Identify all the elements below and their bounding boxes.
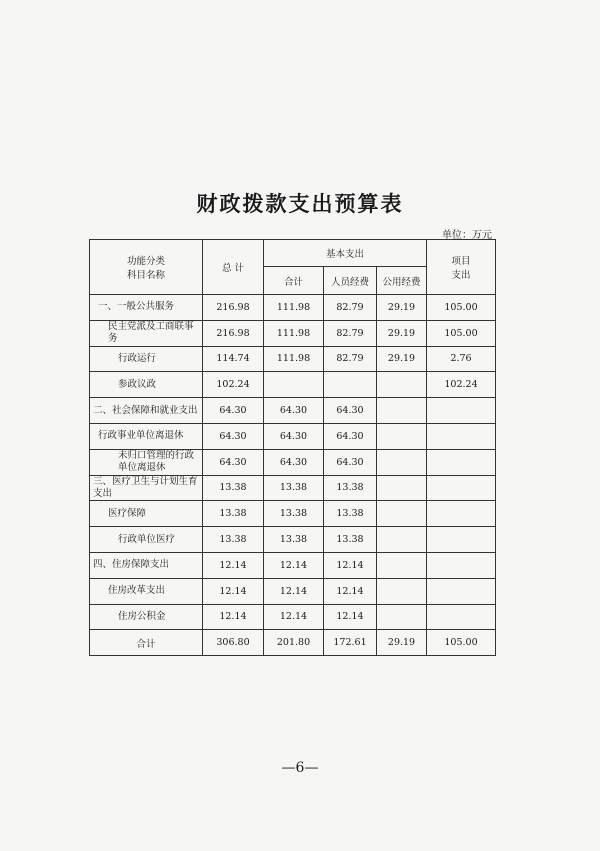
row-project: [427, 423, 496, 449]
row-project: [427, 604, 496, 630]
table-header-row: [90, 240, 496, 267]
row-name: 住房公积金: [90, 604, 203, 630]
header-function-category: 功能分类 科目名称: [90, 240, 203, 295]
row-total: 13.38: [203, 501, 264, 527]
row-name: 住房改革支出: [90, 578, 203, 604]
row-sum: 64.30: [264, 449, 324, 475]
row-sum: 111.98: [264, 295, 324, 321]
row-name: 未归口管理的行政单位离退休: [90, 449, 203, 475]
row-public: [377, 475, 427, 501]
table-row: [90, 423, 496, 449]
row-sum: 111.98: [264, 320, 324, 346]
row-public: [377, 423, 427, 449]
row-personnel: 12.14: [324, 552, 377, 578]
row-total: 114.74: [203, 346, 264, 372]
row-name: 三、医疗卫生与计划生育支出: [90, 475, 203, 501]
row-sum: 64.30: [264, 398, 324, 424]
row-public: 29.19: [377, 295, 427, 321]
row-public: [377, 398, 427, 424]
row-sum: 12.14: [264, 552, 324, 578]
row-project: [427, 475, 496, 501]
row-public: [377, 552, 427, 578]
row-public: [377, 604, 427, 630]
table-row: [90, 527, 496, 553]
header-basic-sum: 合计: [264, 267, 324, 295]
row-sum: 12.14: [264, 578, 324, 604]
row-total: 306.80: [203, 630, 264, 656]
row-personnel: 12.14: [324, 604, 377, 630]
row-project: [427, 552, 496, 578]
row-total: 216.98: [203, 295, 264, 321]
row-project: [427, 501, 496, 527]
row-sum: 13.38: [264, 475, 324, 501]
row-sum: [264, 372, 324, 398]
row-public: 29.19: [377, 630, 427, 656]
header-personnel: 人员经费: [324, 267, 377, 295]
row-project: [427, 449, 496, 475]
row-total: 12.14: [203, 552, 264, 578]
table-row: [90, 372, 496, 398]
row-name: 民主党派及工商联事务: [90, 320, 203, 346]
row-personnel: 64.30: [324, 398, 377, 424]
row-name: 二、社会保障和就业支出: [90, 398, 203, 424]
row-public: [377, 449, 427, 475]
table-row: [90, 398, 496, 424]
row-personnel: 12.14: [324, 578, 377, 604]
row-project: 105.00: [427, 320, 496, 346]
row-personnel: 13.38: [324, 501, 377, 527]
row-total: 12.14: [203, 578, 264, 604]
row-public: [377, 527, 427, 553]
row-personnel: 82.79: [324, 320, 377, 346]
table-row: [90, 346, 496, 372]
row-personnel: 13.38: [324, 475, 377, 501]
row-project: [427, 398, 496, 424]
table-row: [90, 578, 496, 604]
row-name: 行政运行: [90, 346, 203, 372]
row-sum: 13.38: [264, 501, 324, 527]
table-row: [90, 295, 496, 321]
row-project: [427, 527, 496, 553]
table-row: [90, 604, 496, 630]
row-total: 64.30: [203, 398, 264, 424]
row-total: 216.98: [203, 320, 264, 346]
table-total-row: [90, 630, 496, 656]
page-number: —6—: [281, 760, 319, 776]
row-total: 13.38: [203, 475, 264, 501]
table-row: [90, 449, 496, 475]
header-basic-expenditure: 基本支出: [264, 240, 427, 267]
row-personnel: 82.79: [324, 346, 377, 372]
row-project: 2.76: [427, 346, 496, 372]
row-name: 一、一般公共服务: [90, 295, 203, 321]
row-public: 29.19: [377, 320, 427, 346]
row-sum: 201.80: [264, 630, 324, 656]
row-personnel: 82.79: [324, 295, 377, 321]
document-title: 财政拨款支出预算表: [196, 191, 404, 216]
unit-label: 单位：万元: [442, 230, 492, 241]
budget-table: [89, 239, 496, 656]
row-name: 行政单位医疗: [90, 527, 203, 553]
row-public: [377, 372, 427, 398]
row-personnel: [324, 372, 377, 398]
row-total: 102.24: [203, 372, 264, 398]
row-public: [377, 501, 427, 527]
row-public: [377, 578, 427, 604]
table-row: [90, 552, 496, 578]
row-personnel: 13.38: [324, 527, 377, 553]
row-total: 13.38: [203, 527, 264, 553]
row-name: 合计: [90, 630, 203, 656]
table-row: [90, 501, 496, 527]
row-personnel: 172.61: [324, 630, 377, 656]
row-total: 64.30: [203, 449, 264, 475]
row-personnel: 64.30: [324, 423, 377, 449]
table-row: [90, 320, 496, 346]
row-project: 105.00: [427, 295, 496, 321]
row-personnel: 64.30: [324, 449, 377, 475]
row-name: 行政事业单位离退休: [90, 423, 203, 449]
row-name: 参政议政: [90, 372, 203, 398]
row-name: 医疗保障: [90, 501, 203, 527]
row-total: 64.30: [203, 423, 264, 449]
table-row: [90, 475, 496, 501]
row-total: 12.14: [203, 604, 264, 630]
row-public: 29.19: [377, 346, 427, 372]
row-sum: 64.30: [264, 423, 324, 449]
row-sum: 111.98: [264, 346, 324, 372]
row-name: 四、住房保障支出: [90, 552, 203, 578]
row-sum: 12.14: [264, 604, 324, 630]
header-public: 公用经费: [377, 267, 427, 295]
row-project: 102.24: [427, 372, 496, 398]
header-project-expenditure: 项目 支出: [427, 240, 496, 295]
row-project: 105.00: [427, 630, 496, 656]
row-project: [427, 578, 496, 604]
row-sum: 13.38: [264, 527, 324, 553]
header-total: 总 计: [203, 240, 264, 295]
